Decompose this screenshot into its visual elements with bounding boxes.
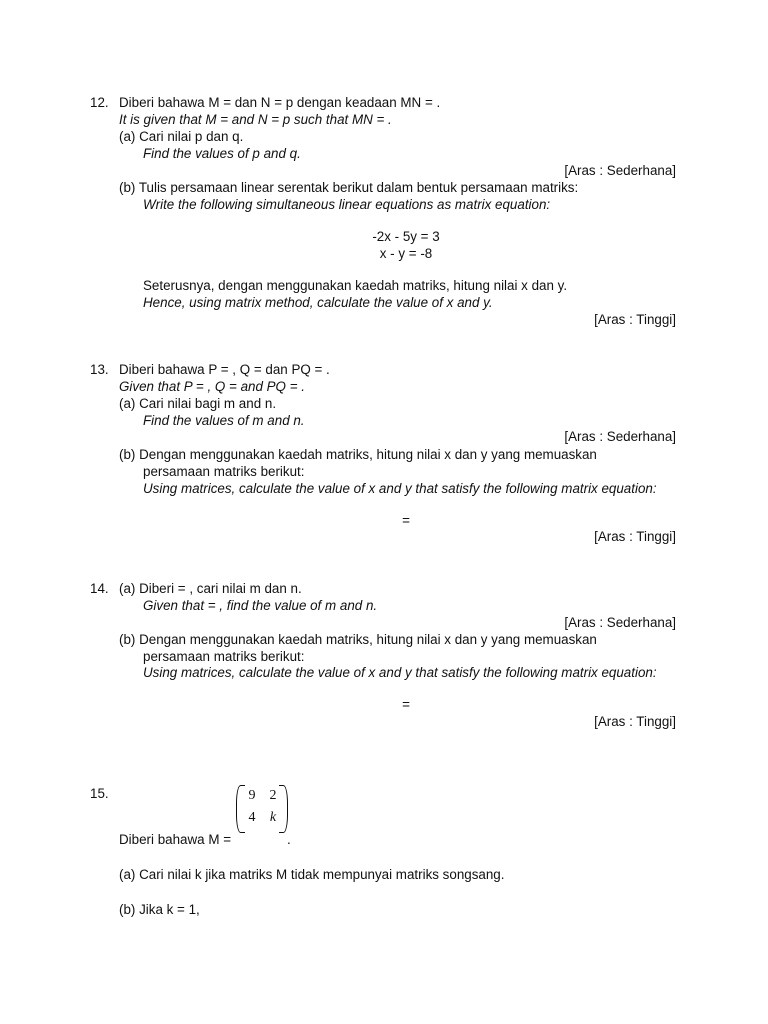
matrix-cell: 9 [248, 788, 256, 803]
question-12b-level: [Aras : Tinggi] [594, 312, 676, 327]
question-12c-english: Hence, using matrix method, calculate the value of x and y. [143, 295, 493, 310]
question-14a-english: Given that = , find the value of m and n. [143, 598, 378, 613]
matrix-right-bracket [279, 785, 288, 833]
question-12a-malay: (a) Cari nilai p dan q. [119, 129, 244, 144]
question-13b-malay-line-1: (b) Dengan menggunakan kaedah matriks, hitung nilai x dan y yang memuaskan [119, 447, 597, 462]
question-12-number: 12. [90, 95, 109, 110]
question-14b-malay-line-1: (b) Dengan menggunakan kaedah matriks, hitung nilai x dan y yang memuaskan [119, 632, 597, 647]
question-13b-malay-line-2: persamaan matriks berikut: [143, 464, 305, 479]
question-15-stem: Diberi bahawa M = [119, 832, 232, 847]
question-12b-malay: (b) Tulis persamaan linear serentak berikut dalam bentuk persamaan matriks: [119, 180, 579, 195]
question-13-stem-english: Given that P = , Q = and PQ = . [119, 379, 305, 394]
question-15-stem-period: . [287, 832, 291, 847]
matrix-cell: k [269, 810, 277, 825]
question-14-number: 14. [90, 581, 109, 596]
matrix-left-bracket [236, 785, 245, 833]
question-15a: (a) Cari nilai k jika matriks M tidak mempunyai matriks songsang. [119, 867, 505, 882]
matrix-cell: 4 [248, 810, 256, 825]
question-13-number: 13. [90, 362, 109, 377]
question-12b-english: Write the following simultaneous linear equations as matrix equation: [143, 197, 551, 212]
question-15b: (b) Jika k = 1, [119, 902, 200, 917]
question-14-matrix-equation: = [402, 697, 410, 712]
question-13b-english: Using matrices, calculate the value of x and y that satisfy the following matrix equation: [143, 481, 657, 496]
question-12c-malay: Seterusnya, dengan menggunakan kaedah matriks, hitung nilai x dan y. [143, 278, 568, 293]
equation-1: -2x - 5y = 3 [372, 229, 440, 244]
question-13-matrix-equation: = [402, 513, 410, 528]
matrix-m [236, 785, 288, 833]
equation-2: x - y = -8 [379, 246, 433, 261]
question-12-stem-english: It is given that M = and N = p such that MN = . [119, 112, 392, 127]
question-14b-malay-line-2: persamaan matriks berikut: [143, 649, 305, 664]
question-13b-level: [Aras : Tinggi] [594, 529, 676, 544]
question-15-number: 15. [90, 786, 109, 801]
question-12-stem-malay: Diberi bahawa M = dan N = p dengan keadaan MN = . [119, 95, 441, 110]
question-14a-level: [Aras : Sederhana] [564, 615, 676, 630]
question-14b-english: Using matrices, calculate the value of x and y that satisfy the following matrix equation: [143, 665, 657, 680]
matrix-cell: 2 [269, 788, 277, 803]
question-14b-level: [Aras : Tinggi] [594, 714, 676, 729]
question-14a-malay: (a) Diberi = , cari nilai m dan n. [119, 581, 302, 596]
question-12a-english: Find the values of p and q. [143, 146, 301, 161]
question-12a-level: [Aras : Sederhana] [564, 163, 676, 178]
question-13a-english: Find the values of m and n. [143, 413, 305, 428]
question-13a-malay: (a) Cari nilai bagi m and n. [119, 396, 277, 411]
question-13-stem-malay: Diberi bahawa P = , Q = dan PQ = . [119, 362, 330, 377]
question-13a-level: [Aras : Sederhana] [564, 429, 676, 444]
